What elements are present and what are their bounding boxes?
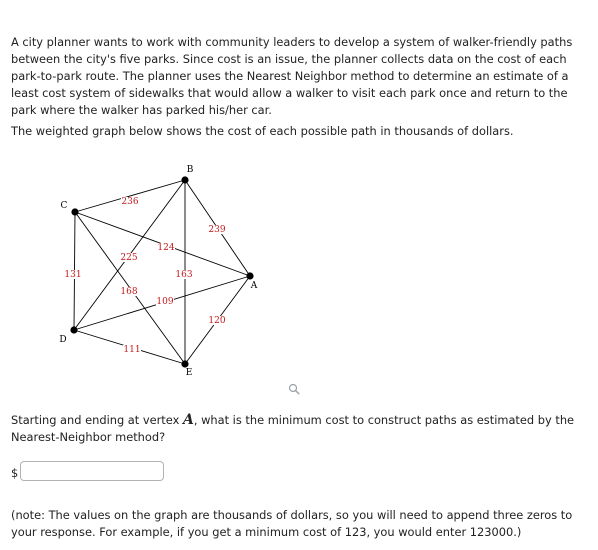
graph-description: The weighted graph below shows the cost of each possible path in thousands of dollars. xyxy=(11,124,514,138)
edge-weight-d-e: 111 xyxy=(123,345,141,355)
question-after: , what is the minimum cost to construct paths as estimated by the Nearest-Neighbor method? xyxy=(11,413,575,444)
magnifier-icon[interactable] xyxy=(288,380,300,399)
vertex-label-c: C xyxy=(60,201,68,211)
graph-vertices xyxy=(59,165,257,378)
vertex-a xyxy=(246,272,253,279)
edge-c-b xyxy=(75,180,185,212)
question-vertex: A xyxy=(182,412,194,428)
edge-weight-c-b: 236 xyxy=(121,197,139,207)
edge-weight-c-e: 225 xyxy=(120,253,138,263)
weighted-graph xyxy=(0,160,300,385)
edge-weight-b-d: 168 xyxy=(120,287,138,297)
graph-edge-weights xyxy=(64,197,226,355)
graph-edges xyxy=(74,180,250,364)
vertex-label-b: B xyxy=(186,165,194,175)
vertex-label-a: A xyxy=(250,281,258,291)
vertex-e xyxy=(181,360,188,367)
edge-weight-a-e: 120 xyxy=(208,316,226,326)
vertex-label-d: D xyxy=(59,335,67,345)
answer-input[interactable] xyxy=(20,461,164,481)
edge-weight-c-a: 124 xyxy=(157,243,175,253)
question-before: Starting and ending at vertex xyxy=(11,413,183,427)
vertex-b xyxy=(181,176,188,183)
edge-weight-d-a: 109 xyxy=(156,297,174,307)
vertex-label-e: E xyxy=(185,368,193,378)
note-text: (note: The values on the graph are thousands of dollars, so you will need to append three zeros to your response. For example, if you get a minimum cost of 123, you would enter 123000.) xyxy=(11,508,573,539)
currency-symbol: $ xyxy=(11,466,19,480)
edge-weight-c-d: 131 xyxy=(64,270,82,280)
problem-intro: A city planner wants to work with community leaders to develop a system of walker-friendly paths between the city's five parks. Since cost is an issue, the planner collects data on the cost of each park-to-park route. The planner uses the Nearest Neighbor method to determine an estimate of a least cost system of sidewalks that would allow a walker to visit each park once and return to the park where the walker has parked his/her car. xyxy=(11,35,573,117)
vertex-d xyxy=(70,326,77,333)
vertex-c xyxy=(71,208,78,215)
question-text xyxy=(11,412,576,446)
edge-weight-b-a: 239 xyxy=(208,225,226,235)
edge-weight-b-e: 163 xyxy=(175,270,193,280)
